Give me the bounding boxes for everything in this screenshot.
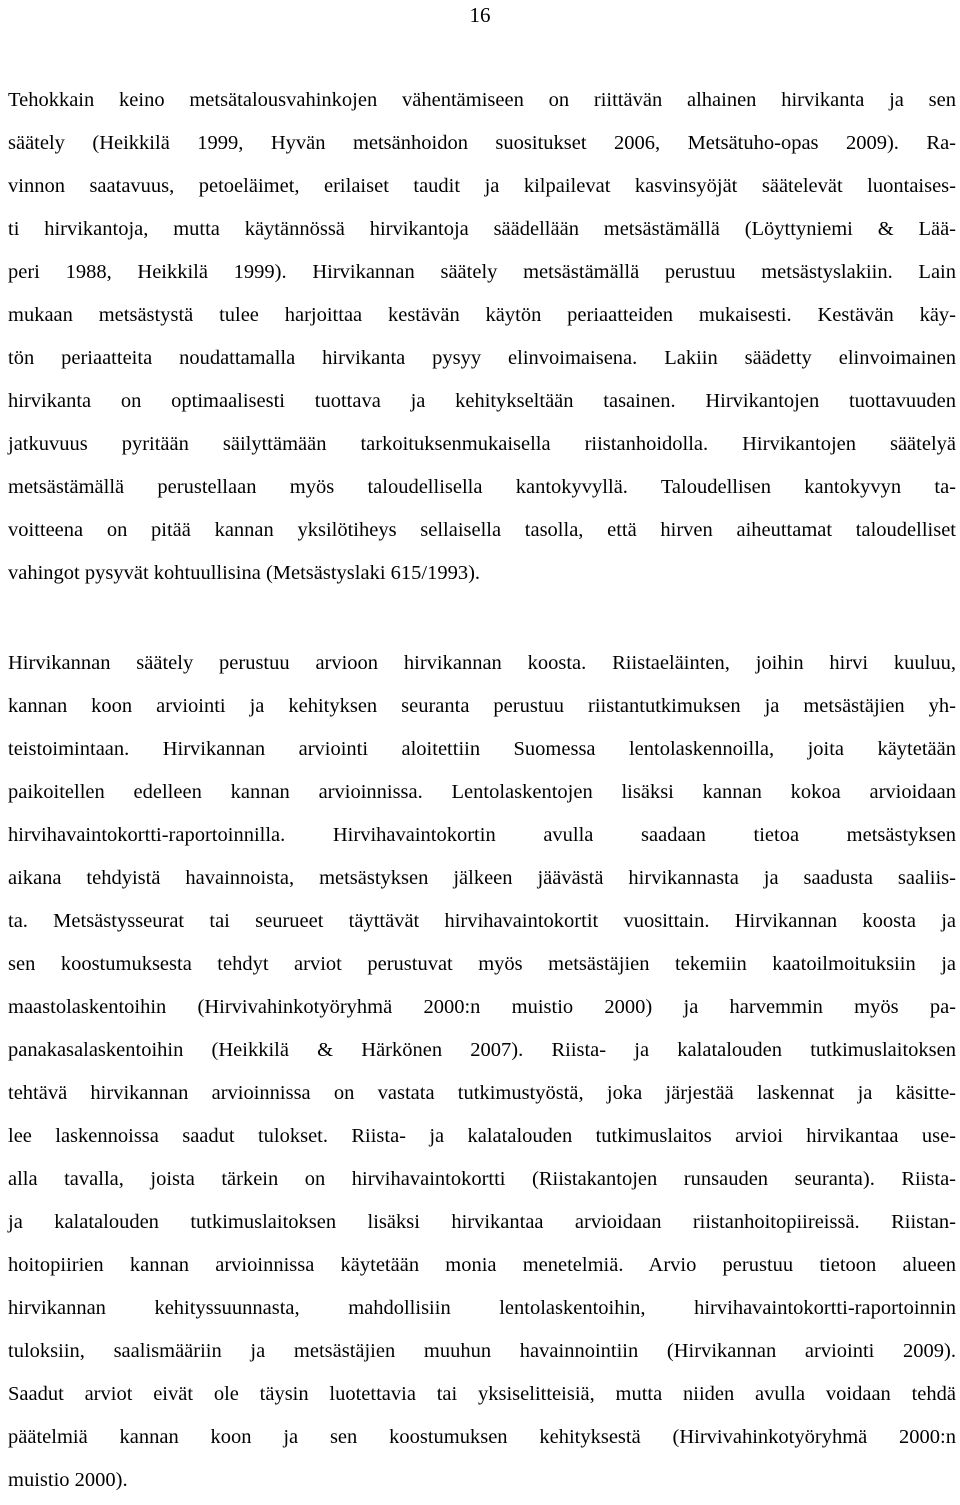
text-line: muistio 2000). <box>8 1469 128 1491</box>
text-line: Hirvikannan säätely perustuu arvioon hirvikannan koosta. Riistaeläinten, joihin hirvi kuuluu, <box>8 652 956 674</box>
text-line: maastolaskentoihin (Hirvivahinkotyöryhmä 2000:n muistio 2000) ja harvemmin myös pa- <box>8 996 956 1018</box>
text-line: voitteena on pitää kannan yksilötiheys sellaisella tasolla, että hirven aiheuttamat taloudelliset <box>8 519 956 541</box>
text-line: peri 1988, Heikkilä 1999). Hirvikannan säätely metsästämällä perustuu metsästyslakiin. Lain <box>8 261 956 283</box>
text-line: säätely (Heikkilä 1999, Hyvän metsänhoidon suositukset 2006, Metsätuho-opas 2009). Ra- <box>8 132 956 154</box>
text-line: hirvihavaintokortti-raportoinnilla. Hirvihavaintokortin avulla saadaan tietoa metsästyksen <box>8 824 956 846</box>
text-line: hoitopiirien kannan arvioinnissa käytetään monia menetelmiä. Arvio perustuu tietoon alueen <box>8 1254 956 1276</box>
text-line: alla tavalla, joista tärkein on hirvihavaintokortti (Riistakantojen runsauden seuranta). Riista- <box>8 1168 956 1190</box>
text-line: sen koostumuksesta tehdyt arviot perustuvat myös metsästäjien tekemiin kaatoilmoituksiin ja <box>8 953 956 975</box>
text-line: tehtävä hirvikannan arvioinnissa on vastata tutkimustyöstä, joka järjestää laskennat ja käsitte- <box>8 1082 956 1104</box>
text-line: hirvikanta on optimaalisesti tuottava ja kehitykseltään tasainen. Hirvikantojen tuottavuuden <box>8 390 956 412</box>
text-line: lee laskennoissa saadut tulokset. Riista- ja kalatalouden tutkimuslaitos arvioi hirvikantaa use- <box>8 1125 956 1147</box>
text-line: mukaan metsästystä tulee harjoittaa kestävän käytön periaatteiden mukaisesti. Kestävän käy- <box>8 304 956 326</box>
text-line: tuloksiin, saalismääriin ja metsästäjien muuhun havainnointiin (Hirvikannan arviointi 2009). <box>8 1340 956 1362</box>
text-line: kannan koon arviointi ja kehityksen seuranta perustuu riistantutkimuksen ja metsästäjien yh- <box>8 695 956 717</box>
text-line: ta. Metsästysseurat tai seurueet täyttävät hirvihavaintokortit vuosittain. Hirvikannan koosta ja <box>8 910 956 932</box>
text-line: paikoitellen edelleen kannan arvioinnissa. Lentolaskentojen lisäksi kannan kokoa arvioidaan <box>8 781 956 803</box>
text-line: Saadut arviot eivät ole täysin luotettavia tai yksiselitteisiä, mutta niiden avulla voidaan tehdä <box>8 1383 956 1405</box>
page-number: 16 <box>469 3 491 27</box>
text-line: metsästämällä perustellaan myös taloudellisella kantokyvyllä. Taloudellisen kantokyvyn ta- <box>8 476 956 498</box>
text-line: jatkuvuus pyritään säilyttämään tarkoituksenmukaisella riistanhoidolla. Hirvikantojen säätelyä <box>8 433 956 455</box>
text-line: päätelmiä kannan koon ja sen koostumuksen kehityksestä (Hirvivahinkotyöryhmä 2000:n <box>8 1426 956 1448</box>
text-line: vinnon saatavuus, petoeläimet, erilaiset taudit ja kilpailevat kasvinsyöjät säätelevät luontaises- <box>8 175 956 197</box>
text-line: ti hirvikantoja, mutta käytännössä hirvikantoja säädellään metsästämällä (Löyttyniemi & Lää- <box>8 218 956 240</box>
text-line: aikana tehdyistä havainnoista, metsästyksen jälkeen jäävästä hirvikannasta ja saadusta saaliis- <box>8 867 956 889</box>
text-line: teistoimintaan. Hirvikannan arviointi aloitettiin Suomessa lentolaskennoilla, joita käytetään <box>8 738 956 760</box>
text-line: hirvikannan kehityssuunnasta, mahdollisiin lentolaskentoihin, hirvihavaintokortti-raportoinnin <box>8 1297 956 1319</box>
text-line: ja kalatalouden tutkimuslaitoksen lisäksi hirvikantaa arvioidaan riistanhoitopiireissä. Riistan- <box>8 1211 956 1233</box>
text-line: vahingot pysyvät kohtuullisina (Metsästyslaki 615/1993). <box>8 562 481 584</box>
text-line: Tehokkain keino metsätalousvahinkojen vähentämiseen on riittävän alhainen hirvikanta ja sen <box>8 89 956 111</box>
text-line: tön periaatteita noudattamalla hirvikanta pysyy elinvoimaisena. Lakiin säädetty elinvoimainen <box>8 347 956 369</box>
text-line: panakasalaskentoihin (Heikkilä & Härkönen 2007). Riista- ja kalatalouden tutkimuslaitoksen <box>8 1039 956 1061</box>
